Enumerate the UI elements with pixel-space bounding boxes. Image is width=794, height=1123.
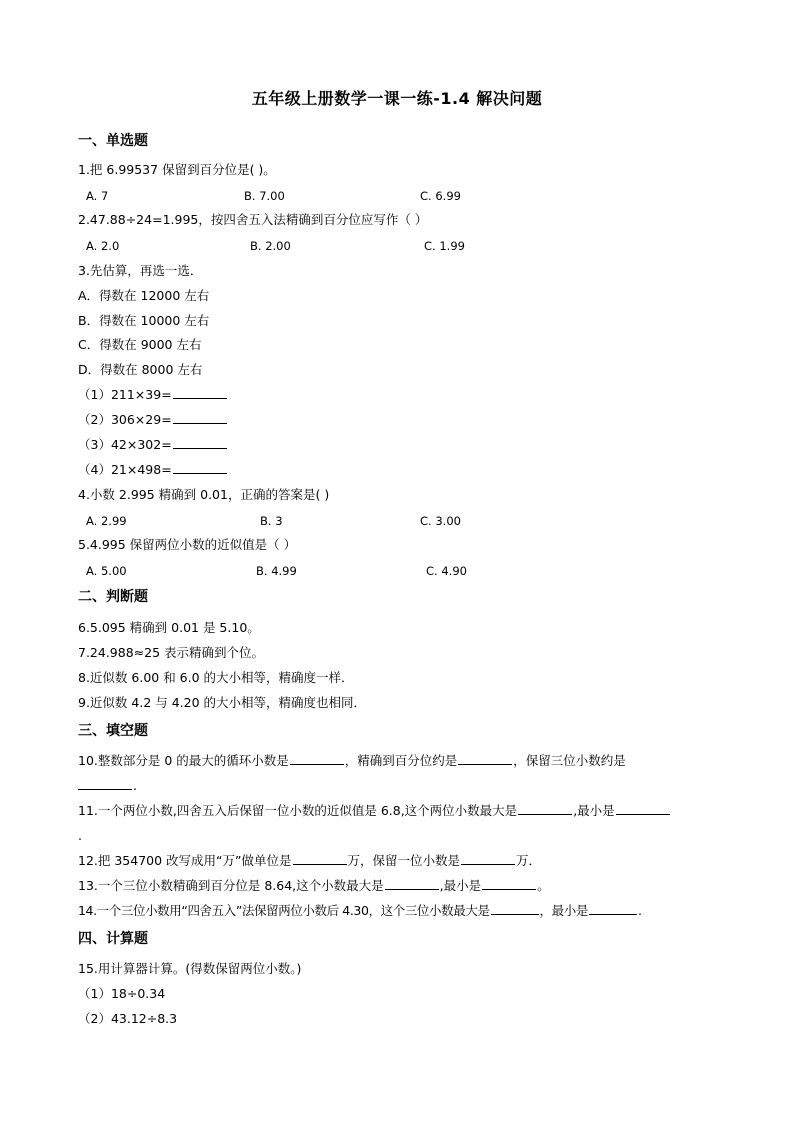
question-10-line-1 bbox=[78, 753, 626, 769]
answer-blank[interactable] bbox=[589, 903, 637, 915]
question-14-text-3: . bbox=[637, 903, 642, 918]
question-3-option-c: C．得数在 9000 左右 bbox=[78, 337, 202, 352]
answer-blank[interactable] bbox=[482, 878, 536, 890]
question-4-option-c: C. 3.00 bbox=[420, 514, 461, 528]
question-10-text-1: 10.整数部分是 0 的最大的循环小数是 bbox=[78, 753, 289, 768]
question-3-option-b: B．得数在 10000 左右 bbox=[78, 313, 210, 328]
question-10-text-4: . bbox=[133, 778, 137, 793]
section-heading-calculation: 四、计算题 bbox=[78, 931, 148, 947]
question-2-option-c: C. 1.99 bbox=[424, 239, 465, 253]
question-5-stem: 5.4.995 保留两位小数的近似值是（ ） bbox=[78, 537, 297, 552]
question-13-text-3: 。 bbox=[537, 878, 550, 893]
question-5-option-a: A. 5.00 bbox=[86, 564, 127, 578]
answer-blank[interactable] bbox=[293, 853, 347, 865]
question-9: 9.近似数 4.2 与 4.20 的大小相等，精确度也相同． bbox=[78, 695, 367, 710]
question-14-text-1: 14.一个三位小数用“四舍五入”法保留两位小数后 4.30，这个三位小数最大是 bbox=[78, 903, 490, 918]
question-3-part-2-text: （2）306×29= bbox=[78, 412, 172, 427]
question-14 bbox=[78, 903, 642, 919]
question-4-option-a: A. 2.99 bbox=[86, 514, 127, 528]
question-8: 8.近似数 6.00 和 6.0 的大小相等，精确度一样． bbox=[78, 670, 354, 685]
answer-blank[interactable] bbox=[616, 803, 670, 815]
section-heading-single-choice: 一、单选题 bbox=[78, 133, 148, 149]
question-1-option-b: B. 7.00 bbox=[244, 189, 285, 203]
answer-blank[interactable] bbox=[290, 753, 344, 765]
question-2-option-a: A. 2.0 bbox=[86, 239, 120, 253]
answer-blank[interactable] bbox=[385, 878, 439, 890]
question-1-option-a: A. 7 bbox=[86, 189, 109, 203]
question-3-option-a: A．得数在 12000 左右 bbox=[78, 288, 210, 303]
question-6: 6.5.095 精确到 0.01 是 5.10。 bbox=[78, 620, 260, 635]
answer-blank[interactable] bbox=[78, 778, 132, 790]
page-title: 五年级上册数学一课一练-1.4 解决问题 bbox=[251, 89, 543, 108]
question-12-text-2: 万，保留一位小数是 bbox=[347, 853, 461, 868]
answer-blank[interactable] bbox=[173, 412, 227, 424]
question-10-line-2 bbox=[78, 778, 137, 794]
question-10-text-2: ，精确到百分位约是 bbox=[344, 753, 458, 768]
question-3-part-1-text: （1）211×39= bbox=[78, 387, 172, 402]
question-12 bbox=[78, 853, 541, 869]
section-heading-true-false: 二、判断题 bbox=[78, 589, 148, 605]
answer-blank[interactable] bbox=[173, 387, 227, 399]
question-3-part-3-text: （3）42×302= bbox=[78, 437, 172, 452]
question-1-option-c: C. 6.99 bbox=[420, 189, 461, 203]
question-5-option-b: B. 4.99 bbox=[256, 564, 297, 578]
question-13 bbox=[78, 878, 550, 894]
question-15-stem: 15.用计算器计算。(得数保留两位小数。) bbox=[78, 961, 302, 976]
answer-blank[interactable] bbox=[461, 853, 515, 865]
question-11-line-2: . bbox=[78, 828, 82, 843]
question-3-part-4 bbox=[78, 462, 228, 478]
question-13-text-2: ,最小是 bbox=[439, 878, 482, 893]
question-12-text-1: 12.把 354700 改写成用“万”做单位是 bbox=[78, 853, 292, 868]
question-3-stem: 3.先估算，再选一选． bbox=[78, 263, 203, 278]
question-3-part-4-text: （4）21×498= bbox=[78, 462, 172, 477]
answer-blank[interactable] bbox=[491, 903, 539, 915]
question-3-option-d: D．得数在 8000 左右 bbox=[78, 362, 203, 377]
answer-blank[interactable] bbox=[173, 437, 227, 449]
question-3-part-3 bbox=[78, 437, 228, 453]
question-1-stem: 1.把 6.99537 保留到百分位是( )。 bbox=[78, 162, 276, 177]
question-11-line-1 bbox=[78, 803, 671, 819]
question-10-text-3: ，保留三位小数约是 bbox=[513, 753, 626, 768]
question-15-part-2: （2）43.12÷8.3 bbox=[78, 1011, 178, 1026]
question-2-stem: 2.47.88÷24=1.995，按四舍五入法精确到百分位应写作（ ） bbox=[78, 212, 428, 227]
question-11-text-1: 11.一个两位小数,四舍五入后保留一位小数的近似值是 6.8,这个两位小数最大是 bbox=[78, 803, 518, 818]
question-4-stem: 4.小数 2.995 精确到 0.01，正确的答案是( ) bbox=[78, 487, 330, 502]
section-heading-fill-in: 三、填空题 bbox=[78, 723, 148, 739]
question-2-option-b: B. 2.00 bbox=[250, 239, 291, 253]
question-3-part-1 bbox=[78, 387, 228, 403]
question-4-option-b: B. 3 bbox=[260, 514, 283, 528]
answer-blank[interactable] bbox=[518, 803, 572, 815]
question-12-text-3: 万． bbox=[516, 853, 542, 868]
question-3-part-2 bbox=[78, 412, 228, 428]
answer-blank[interactable] bbox=[173, 462, 227, 474]
question-5-option-c: C. 4.90 bbox=[426, 564, 467, 578]
question-11-text-2: ,最小是 bbox=[573, 803, 615, 818]
question-15-part-1: （1）18÷0.34 bbox=[78, 986, 166, 1001]
question-13-text-1: 13.一个三位小数精确到百分位是 8.64,这个小数最大是 bbox=[78, 878, 384, 893]
question-7: 7.24.988≈25 表示精确到个位。 bbox=[78, 645, 265, 660]
answer-blank[interactable] bbox=[458, 753, 512, 765]
question-14-text-2: ，最小是 bbox=[539, 903, 588, 918]
